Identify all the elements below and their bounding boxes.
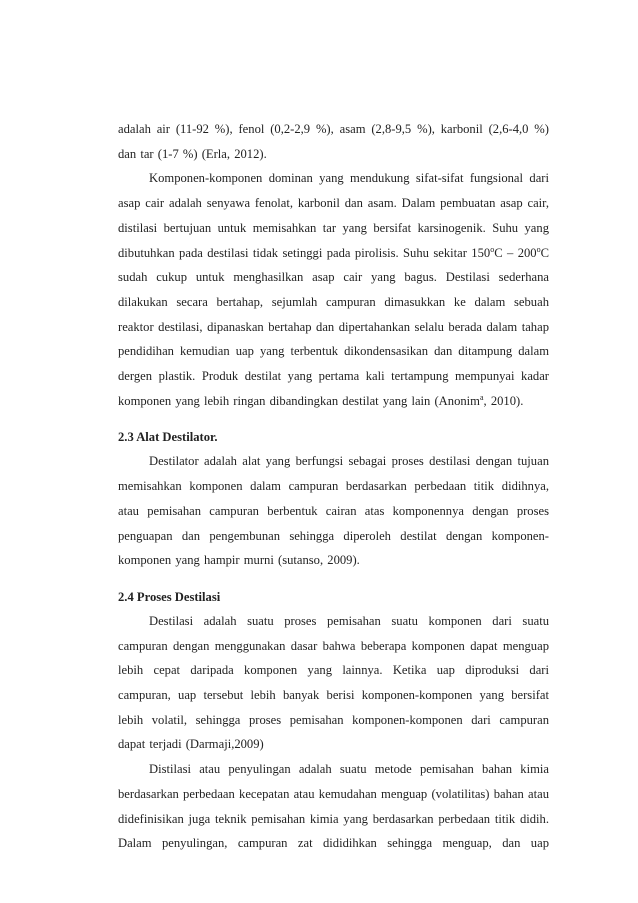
text-segment: C – 200 xyxy=(494,245,537,260)
section-heading-2-4: 2.4 Proses Destilasi xyxy=(118,589,221,604)
section-gap xyxy=(118,573,549,585)
text-segment: C sudah cukup untuk menghasilkan asap cair yang bagus. Destilasi sederhana dilakukan secara bertahap, sejumlah campuran dimasukkan ke dalam sebuah reaktor destilasi, dipanaskan bertahap dan dipertahankan selalu berada dalam tahap pendidihan kemudian uap yang terbentuk dikondensasikan dan ditampung dalam dergen plastik. Produk destilat yang pertama kali tertampung mempunyai kadar komponen yang lebih ringan dibandingkan destilat yang lain (Anonim xyxy=(118,245,549,408)
paragraph-destilasi-definition: Destilasi adalah suatu proses pemisahan suatu komponen dari suatu campuran dengan menggunakan dasar bahwa beberapa komponen dapat menguap lebih cepat daripada komponen yang lainnya. Ketika uap diproduksi dari campuran, uap tersebut lebih banyak berisi komponen-komponen yang bersifat lebih volatil, sehingga proses pemisahan komponen-komponen dari campuran dapat terjadi (Darmaji,2009) xyxy=(118,613,549,752)
section-gap xyxy=(118,413,549,425)
paragraph-smoke-composition: adalah air (11-92 %), fenol (0,2-2,9 %), asam (2,8-9,5 %), karbonil (2,6-4,0 %) dan tar (1-7 %) (Erla, 2012). xyxy=(118,122,549,161)
text-segment: , 2010). xyxy=(483,393,524,408)
citation-superscript: a xyxy=(479,392,484,402)
page-body xyxy=(118,117,549,856)
degree-mark: o xyxy=(490,244,495,254)
section-heading-2-3: 2.3 Alat Destilator. xyxy=(118,430,218,445)
degree-mark: o xyxy=(536,244,541,254)
paragraph-penyulingan: Distilasi atau penyulingan adalah suatu metode pemisahan bahan kimia berdasarkan perbedaan kecepatan atau kemudahan menguap (volatilitas) bahan atau didefinisikan juga teknik pemisahan kimia yang berdasarkan perbedaan titik didih. Dalam penyulingan, campuran zat dididihkan sehingga menguap, dan uap xyxy=(118,762,549,851)
text-segment: Komponen-komponen dominan yang mendukung sifat-sifat fungsional dari asap cair adalah senyawa fenolat, karbonil dan asam. Dalam pembuatan asap cair, distilasi bertujuan untuk memisahkan tar yang bersifat karsinogenik. Suhu yang dibutuhkan pada destilasi tidak setinggi pada pirolisis. Suhu sekitar 150 xyxy=(118,171,549,260)
paragraph-functional-components xyxy=(118,166,549,413)
paragraph-destilator: Destilator adalah alat yang berfungsi sebagai proses destilasi dengan tujuan memisahkan komponen dalam campuran berdasarkan perbedaan titik didihnya, atau pemisahan campuran berbentuk cairan atas komponennya dengan proses penguapan dan pengembunan sehingga diperoleh destilat dengan komponen-komponen yang hampir murni (sutanso, 2009). xyxy=(118,454,549,568)
